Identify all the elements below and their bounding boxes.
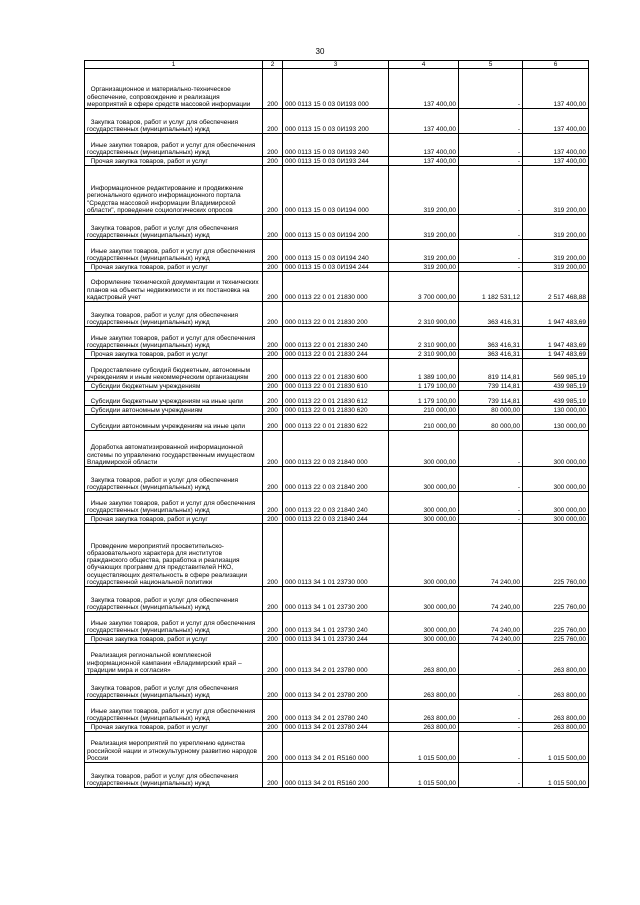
executed-amount: - (459, 763, 523, 788)
unexecuted-amount: 300 000,00 (523, 515, 589, 524)
executed-amount: 80 000,00 (459, 406, 523, 415)
table-row (85, 240, 589, 263)
unexecuted-amount: 137 400,00 (523, 134, 589, 157)
line-code: 200 (263, 723, 283, 732)
row-name: Организационное и материально-техническое обеспечение, сопровождение и реализация мероприятий в сфере средств массовой информации (85, 69, 263, 109)
table-row (85, 134, 589, 157)
line-code: 200 (263, 612, 283, 635)
unexecuted-amount: 130 000,00 (523, 415, 589, 431)
approved-amount: 137 400,00 (389, 134, 459, 157)
line-code: 200 (263, 391, 283, 406)
budget-classification-code: 000 0113 15 0 03 0И193 244 (283, 157, 389, 166)
unexecuted-amount: 439 985,19 (523, 391, 589, 406)
line-code: 200 (263, 272, 283, 302)
budget-table (84, 60, 589, 788)
table-row (85, 612, 589, 635)
executed-amount: 74 240,00 (459, 587, 523, 612)
budget-classification-code: 000 0113 22 0 01 21830 622 (283, 415, 389, 431)
unexecuted-amount: 1 015 500,00 (523, 763, 589, 788)
row-name: Информационное редактирование и продвижение регионального единого информационного портала "Средства массовой информации Владимирской области", проведение социологических опросов (85, 166, 263, 215)
row-name: Оформление технической документации и технических планов на объекты недвижимости и их постановка на кадастровый учет (85, 272, 263, 302)
table-row (85, 382, 589, 391)
approved-amount: 300 000,00 (389, 515, 459, 524)
row-name: Проведение мероприятий просветительско-образовательного характера для институтов гражданского общества, разработка и реализация обучающих программ для представителей НКО, осуществляющих деятельность в сфере реализации государственной национальной политики (85, 524, 263, 587)
unexecuted-amount: 130 000,00 (523, 406, 589, 415)
row-name: Доработка автоматизированной информационной системы по управлению государственным имуществом Владимирской области (85, 431, 263, 467)
line-code: 200 (263, 644, 283, 675)
row-name: Реализация мероприятий по укреплению единства российской нации и этнокультурному развитию народов России (85, 732, 263, 763)
approved-amount: 300 000,00 (389, 467, 459, 492)
table-row (85, 635, 589, 644)
budget-classification-code: 000 0113 34 1 01 23730 240 (283, 612, 389, 635)
unexecuted-amount: 1 947 483,69 (523, 350, 589, 359)
executed-amount: - (459, 157, 523, 166)
approved-amount: 319 200,00 (389, 240, 459, 263)
executed-amount: - (459, 675, 523, 700)
row-name: Закупка товаров, работ и услуг для обеспечения государственных (муниципальных) нужд (85, 302, 263, 327)
line-code: 200 (263, 700, 283, 723)
budget-classification-code: 000 0113 34 2 01 R5160 200 (283, 763, 389, 788)
unexecuted-amount: 263 800,00 (523, 675, 589, 700)
table-row (85, 723, 589, 732)
table-row (85, 467, 589, 492)
unexecuted-amount: 1 947 483,69 (523, 327, 589, 350)
budget-classification-code: 000 0113 34 2 01 23780 200 (283, 675, 389, 700)
unexecuted-amount: 300 000,00 (523, 467, 589, 492)
table-body (85, 69, 589, 788)
approved-amount: 2 310 900,00 (389, 327, 459, 350)
approved-amount: 263 800,00 (389, 644, 459, 675)
approved-amount: 300 000,00 (389, 635, 459, 644)
line-code: 200 (263, 157, 283, 166)
line-code: 200 (263, 69, 283, 109)
budget-classification-code: 000 0113 15 0 03 0И194 000 (283, 166, 389, 215)
budget-classification-code: 000 0113 34 1 01 23730 000 (283, 524, 389, 587)
row-name: Закупка товаров, работ и услуг для обеспечения государственных (муниципальных) нужд (85, 215, 263, 240)
line-code: 200 (263, 327, 283, 350)
unexecuted-amount: 439 985,19 (523, 382, 589, 391)
budget-classification-code: 000 0113 15 0 03 0И193 200 (283, 109, 389, 134)
table-row (85, 327, 589, 350)
approved-amount: 319 200,00 (389, 263, 459, 272)
budget-classification-code: 000 0113 34 2 01 23780 000 (283, 644, 389, 675)
line-code: 200 (263, 382, 283, 391)
line-code: 200 (263, 166, 283, 215)
unexecuted-amount: 1 015 500,00 (523, 732, 589, 763)
budget-classification-code: 000 0113 34 2 01 23780 240 (283, 700, 389, 723)
table-row (85, 406, 589, 415)
row-name: Закупка товаров, работ и услуг для обеспечения государственных (муниципальных) нужд (85, 675, 263, 700)
line-code: 200 (263, 263, 283, 272)
table-row (85, 215, 589, 240)
unexecuted-amount: 225 760,00 (523, 524, 589, 587)
line-code: 200 (263, 587, 283, 612)
line-code: 200 (263, 635, 283, 644)
executed-amount: - (459, 69, 523, 109)
table-row (85, 644, 589, 675)
unexecuted-amount: 225 760,00 (523, 587, 589, 612)
unexecuted-amount: 319 200,00 (523, 240, 589, 263)
executed-amount: 74 240,00 (459, 612, 523, 635)
table-row (85, 431, 589, 467)
unexecuted-amount: 137 400,00 (523, 69, 589, 109)
line-code: 200 (263, 467, 283, 492)
line-code: 200 (263, 415, 283, 431)
approved-amount: 2 310 900,00 (389, 302, 459, 327)
executed-amount: 80 000,00 (459, 415, 523, 431)
approved-amount: 319 200,00 (389, 166, 459, 215)
line-code: 200 (263, 675, 283, 700)
budget-classification-code: 000 0113 22 0 03 21840 240 (283, 492, 389, 515)
page-number: 30 (315, 47, 325, 56)
executed-amount: 739 114,81 (459, 382, 523, 391)
executed-amount: 363 416,31 (459, 350, 523, 359)
line-code: 200 (263, 524, 283, 587)
table-row (85, 675, 589, 700)
column-header: 5 (459, 61, 523, 69)
approved-amount: 263 800,00 (389, 700, 459, 723)
row-name: Иные закупки товаров, работ и услуг для обеспечения государственных (муниципальных) нужд (85, 240, 263, 263)
executed-amount: 74 240,00 (459, 524, 523, 587)
line-code: 200 (263, 240, 283, 263)
unexecuted-amount: 137 400,00 (523, 157, 589, 166)
approved-amount: 263 800,00 (389, 723, 459, 732)
budget-classification-code: 000 0113 22 0 01 21830 000 (283, 272, 389, 302)
executed-amount: - (459, 240, 523, 263)
row-name: Субсидии бюджетным учреждениям (85, 382, 263, 391)
budget-classification-code: 000 0113 15 0 03 0И193 000 (283, 69, 389, 109)
table-row (85, 515, 589, 524)
approved-amount: 1 179 100,00 (389, 391, 459, 406)
approved-amount: 1 015 500,00 (389, 763, 459, 788)
line-code: 200 (263, 492, 283, 515)
approved-amount: 300 000,00 (389, 524, 459, 587)
approved-amount: 1 015 500,00 (389, 732, 459, 763)
unexecuted-amount: 225 760,00 (523, 635, 589, 644)
unexecuted-amount: 263 800,00 (523, 700, 589, 723)
executed-amount: - (459, 732, 523, 763)
column-header: 2 (263, 61, 283, 69)
column-header: 3 (283, 61, 389, 69)
row-name: Субсидии бюджетным учреждениям на иные цели (85, 391, 263, 406)
executed-amount: - (459, 109, 523, 134)
row-name: Прочая закупка товаров, работ и услуг (85, 263, 263, 272)
approved-amount: 300 000,00 (389, 492, 459, 515)
table-row (85, 272, 589, 302)
unexecuted-amount: 1 947 483,69 (523, 302, 589, 327)
table-row (85, 763, 589, 788)
budget-classification-code: 000 0113 15 0 03 0И194 244 (283, 263, 389, 272)
executed-amount: - (459, 215, 523, 240)
approved-amount: 137 400,00 (389, 109, 459, 134)
unexecuted-amount: 300 000,00 (523, 431, 589, 467)
budget-classification-code: 000 0113 34 1 01 23730 244 (283, 635, 389, 644)
table-row (85, 492, 589, 515)
line-code: 200 (263, 515, 283, 524)
line-code: 200 (263, 406, 283, 415)
approved-amount: 300 000,00 (389, 587, 459, 612)
budget-classification-code: 000 0113 22 0 01 21830 600 (283, 359, 389, 382)
line-code: 200 (263, 350, 283, 359)
table-row (85, 732, 589, 763)
approved-amount: 3 700 000,00 (389, 272, 459, 302)
executed-amount: - (459, 431, 523, 467)
row-name: Прочая закупка товаров, работ и услуг (85, 723, 263, 732)
row-name: Субсидии автономным учреждениям (85, 406, 263, 415)
executed-amount: - (459, 166, 523, 215)
unexecuted-amount: 319 200,00 (523, 166, 589, 215)
row-name: Реализация региональной комплексной информационной кампании «Владимирский край – традиции мира и согласия» (85, 644, 263, 675)
row-name: Иные закупки товаров, работ и услуг для обеспечения государственных (муниципальных) нужд (85, 492, 263, 515)
unexecuted-amount: 263 800,00 (523, 644, 589, 675)
budget-classification-code: 000 0113 22 0 01 21830 610 (283, 382, 389, 391)
table-row (85, 359, 589, 382)
approved-amount: 319 200,00 (389, 215, 459, 240)
budget-classification-code: 000 0113 22 0 01 21830 200 (283, 302, 389, 327)
line-code: 200 (263, 359, 283, 382)
line-code: 200 (263, 763, 283, 788)
row-name: Иные закупки товаров, работ и услуг для обеспечения государственных (муниципальных) нужд (85, 612, 263, 635)
approved-amount: 263 800,00 (389, 675, 459, 700)
executed-amount: - (459, 644, 523, 675)
row-name: Закупка товаров, работ и услуг для обеспечения государственных (муниципальных) нужд (85, 109, 263, 134)
unexecuted-amount: 319 200,00 (523, 215, 589, 240)
table-row (85, 391, 589, 406)
executed-amount: 363 416,31 (459, 327, 523, 350)
table-row (85, 157, 589, 166)
approved-amount: 2 310 900,00 (389, 350, 459, 359)
budget-classification-code: 000 0113 34 2 01 R5160 000 (283, 732, 389, 763)
table-row (85, 350, 589, 359)
budget-classification-code: 000 0113 34 1 01 23730 200 (283, 587, 389, 612)
approved-amount: 210 000,00 (389, 415, 459, 431)
row-name: Иные закупки товаров, работ и услуг для обеспечения государственных (муниципальных) нужд (85, 134, 263, 157)
budget-classification-code: 000 0113 34 2 01 23780 244 (283, 723, 389, 732)
unexecuted-amount: 319 200,00 (523, 263, 589, 272)
executed-amount: - (459, 492, 523, 515)
approved-amount: 1 389 100,00 (389, 359, 459, 382)
executed-amount: 1 182 531,12 (459, 272, 523, 302)
executed-amount: - (459, 723, 523, 732)
line-code: 200 (263, 134, 283, 157)
row-name: Закупка товаров, работ и услуг для обеспечения государственных (муниципальных) нужд (85, 763, 263, 788)
budget-classification-code: 000 0113 22 0 01 21830 244 (283, 350, 389, 359)
unexecuted-amount: 137 400,00 (523, 109, 589, 134)
executed-amount: - (459, 700, 523, 723)
row-name: Прочая закупка товаров, работ и услуг (85, 515, 263, 524)
unexecuted-amount: 300 000,00 (523, 492, 589, 515)
row-name: Иные закупки товаров, работ и услуг для обеспечения государственных (муниципальных) нужд (85, 700, 263, 723)
table-row (85, 415, 589, 431)
row-name: Иные закупки товаров, работ и услуг для обеспечения государственных (муниципальных) нужд (85, 327, 263, 350)
budget-classification-code: 000 0113 15 0 03 0И194 240 (283, 240, 389, 263)
approved-amount: 1 179 100,00 (389, 382, 459, 391)
table-row (85, 302, 589, 327)
unexecuted-amount: 263 800,00 (523, 723, 589, 732)
unexecuted-amount: 569 985,19 (523, 359, 589, 382)
line-code: 200 (263, 215, 283, 240)
executed-amount: 739 114,81 (459, 391, 523, 406)
table-row (85, 700, 589, 723)
line-code: 200 (263, 431, 283, 467)
approved-amount: 137 400,00 (389, 157, 459, 166)
unexecuted-amount: 225 760,00 (523, 612, 589, 635)
row-name: Прочая закупка товаров, работ и услуг (85, 157, 263, 166)
row-name: Субсидии автономным учреждениям на иные цели (85, 415, 263, 431)
line-code: 200 (263, 732, 283, 763)
table-row (85, 166, 589, 215)
row-name: Прочая закупка товаров, работ и услуг (85, 350, 263, 359)
budget-classification-code: 000 0113 15 0 03 0И193 240 (283, 134, 389, 157)
budget-classification-code: 000 0113 22 0 01 21830 612 (283, 391, 389, 406)
line-code: 200 (263, 302, 283, 327)
executed-amount: - (459, 134, 523, 157)
table-row (85, 109, 589, 134)
budget-classification-code: 000 0113 22 0 01 21830 240 (283, 327, 389, 350)
approved-amount: 300 000,00 (389, 431, 459, 467)
budget-classification-code: 000 0113 22 0 03 21840 000 (283, 431, 389, 467)
row-name: Закупка товаров, работ и услуг для обеспечения государственных (муниципальных) нужд (85, 587, 263, 612)
column-header: 6 (523, 61, 589, 69)
row-name: Предоставление субсидий бюджетным, автономным учреждениям и иным некоммерческим организациям (85, 359, 263, 382)
column-header: 4 (389, 61, 459, 69)
unexecuted-amount: 2 517 468,88 (523, 272, 589, 302)
budget-classification-code: 000 0113 15 0 03 0И194 200 (283, 215, 389, 240)
row-name: Прочая закупка товаров, работ и услуг (85, 635, 263, 644)
table-row (85, 263, 589, 272)
budget-classification-code: 000 0113 22 0 03 21840 200 (283, 467, 389, 492)
column-number-row (85, 61, 589, 69)
table-row (85, 69, 589, 109)
executed-amount: 74 240,00 (459, 635, 523, 644)
executed-amount: - (459, 467, 523, 492)
executed-amount: - (459, 263, 523, 272)
table-row (85, 524, 589, 587)
approved-amount: 210 000,00 (389, 406, 459, 415)
line-code: 200 (263, 109, 283, 134)
approved-amount: 137 400,00 (389, 69, 459, 109)
column-header: 1 (85, 61, 263, 69)
executed-amount: - (459, 515, 523, 524)
approved-amount: 300 000,00 (389, 612, 459, 635)
row-name: Закупка товаров, работ и услуг для обеспечения государственных (муниципальных) нужд (85, 467, 263, 492)
executed-amount: 819 114,81 (459, 359, 523, 382)
table-row (85, 587, 589, 612)
budget-classification-code: 000 0113 22 0 01 21830 620 (283, 406, 389, 415)
executed-amount: 363 416,31 (459, 302, 523, 327)
budget-classification-code: 000 0113 22 0 03 21840 244 (283, 515, 389, 524)
